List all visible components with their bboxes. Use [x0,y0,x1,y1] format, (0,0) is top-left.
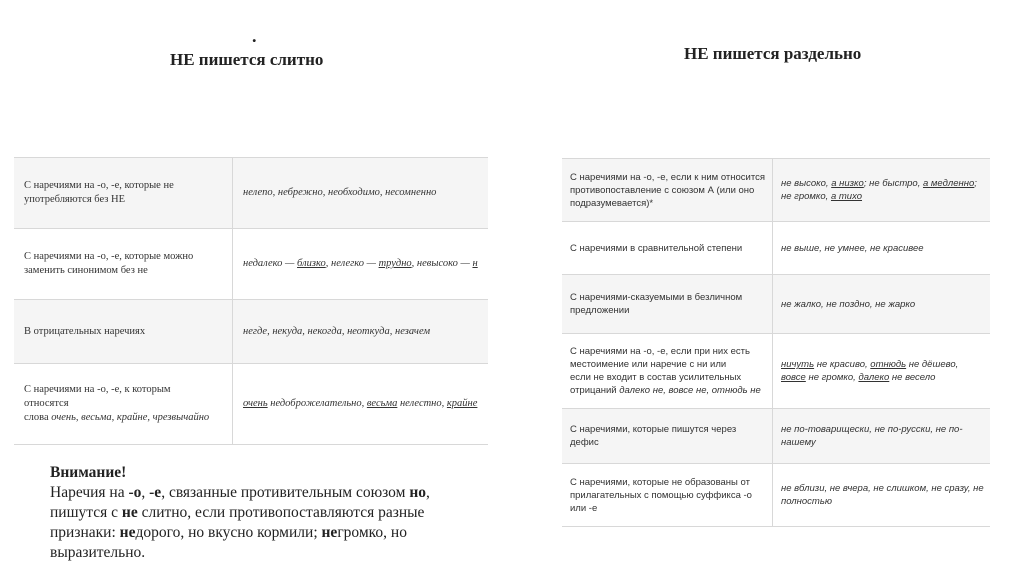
underlined-word: отнюдь [870,359,907,370]
underlined-word: а медленно [922,178,975,189]
underlined-word: крайне [446,398,478,409]
underlined-word: н [472,258,478,269]
table-row [562,409,990,464]
underlined-word: а тихо [830,191,863,202]
table-row [562,159,990,222]
rule-cell: С наречиями, которые не образованы от прилагательных с помощью суффикса -о или -е [562,464,773,527]
example-cell: не жалко, не поздно, не жарко [773,275,991,334]
title-dot: . [252,26,257,46]
attention-note [50,463,475,563]
underlined-word: близко [297,258,326,269]
rule-cell: С наречиями на -о, -е, которые можно заменить синонимом без не [14,229,233,300]
rule-cell: С наречиями в сравнительной степени [562,222,773,275]
note-heading: Внимание! [50,464,127,481]
right-title: НЕ пишется раздельно [684,44,862,63]
example-cell: не по-товарищески, не по-русски, не по-нашему [773,409,991,464]
example-cell: очень недоброжелательно, весьма нелестно, крайне [233,364,489,445]
table-row [562,222,990,275]
underlined-word: далеко [858,372,890,383]
table-row [14,300,488,364]
underlined-word: весьма [366,398,398,409]
table-row [14,364,488,445]
rule-cell: С наречиями на -о, -е, если к ним относится противопоставление с союзом А (или оно подразумевается)* [562,159,773,222]
table-row [14,229,488,300]
table-row [14,158,488,229]
rule-cell: С наречиями, которые пишутся через дефис [562,409,773,464]
table-row [562,275,990,334]
underlined-word: вовсе [781,372,806,383]
note-text: Наречия на -о, -е, связанные противительным союзом но, пишутся с не слитно, если противопоставляются разные признаки: недорого, но вкусно кормили; негромко, но выразительно. [50,484,430,561]
rule-cell: С наречиями на -о, -е, которые не употребляются без НЕ [14,158,233,229]
left-table [14,157,488,445]
example-cell: нелепо, небрежно, необходимо, несомненно [233,158,489,229]
example-cell: не высоко, а низко; не быстро, а медленно; не громко, а тихо [773,159,991,222]
example-cell: не выше, не умнее, не красивее [773,222,991,275]
example-cell: негде, некуда, некогда, неоткуда, незачем [233,300,489,364]
underlined-word: а низко [831,178,864,189]
underlined-word: трудно [378,258,412,269]
example-cell: ничуть не красиво, отнюдь не дёшево, вовсе не громко, далеко не весело [773,334,991,409]
underlined-word: очень [243,398,268,409]
rule-cell: С наречиями на -о, -е, к которым относятся слова очень, весьма, крайне, чрезвычайно [14,364,233,445]
example-cell: не вблизи, не вчера, не слишком, не сразу, не полностью [773,464,991,527]
rule-cell: В отрицательных наречиях [14,300,233,364]
table-row [562,334,990,409]
table-row [562,464,990,527]
rule-cell: С наречиями на -о, -е, если при них есть местоимение или наречие с ни или если не входит в состав усилительных отрицаний далеко не, вовсе не, отнюдь не [562,334,773,409]
example-cell: недалеко — близко, нелегко — трудно, невысоко — н [233,229,489,300]
left-table-viewport [14,157,488,447]
left-title: НЕ пишется слитно [170,50,324,69]
rule-cell: С наречиями-сказуемыми в безличном предложении [562,275,773,334]
underlined-word: ничуть [781,359,815,370]
right-table [562,158,990,527]
